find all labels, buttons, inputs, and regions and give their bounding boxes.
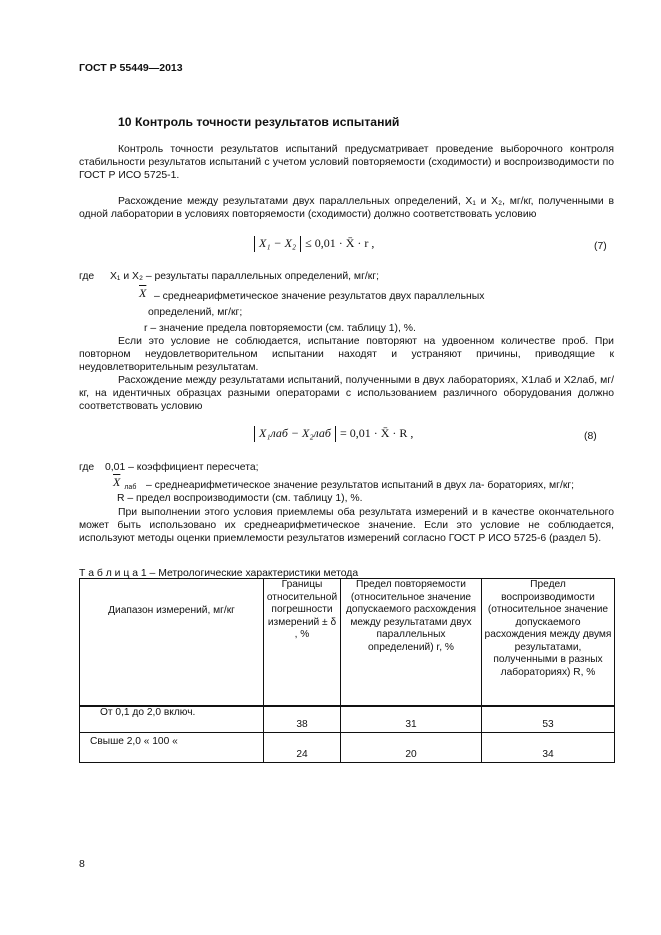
where-lead-1: где <box>79 271 95 282</box>
header-delta: Границы относительной погрешности измерений ± δ , % <box>264 579 341 707</box>
paragraph-2: Расхождение между результатами двух параллельных определений, X₁ и X₂, мг/кг, полученными в одной лаборатории в условиях повторяемости (сходимости) должно соответствовать условию <box>79 196 614 220</box>
paragraph-3: Если это условие не соблюдается, испытание повторяют на удвоенном количестве проб. При повторном неудовлетворительном испытании находят и устраняют причины, приводящие к неудовлетворительным результатам. <box>79 336 614 373</box>
xbar-definition-1: – среднеарифметическое значение результатов двух параллельных <box>154 291 485 302</box>
equation-7-number: (7) <box>594 241 607 252</box>
row-2-R: 34 <box>482 732 615 762</box>
coefficient-definition: 0,01 – коэффициент пересчета; <box>105 462 259 473</box>
paragraph-1: Контроль точности результатов испытаний предусматривает проведение выборочного контроля стабильности результатов испытаний с учетом условий повторяемости (сходимости) и воспроизводимости по ГОСТ Р ИСО 5725-1. <box>79 144 614 181</box>
header-repeatability: Предел повторяемости (относительное значение допускаемого расхождения между результатами двух параллельных определений) r, % <box>341 579 482 707</box>
header-reproducibility: Предел воспроизводимости (относительное значение допускаемого расхождения между двумя результатами, полученными в разных лабораториях) R, % <box>482 579 615 707</box>
x-definition: X₁ и X₂ – результаты параллельных определений, мг/кг; <box>110 271 379 282</box>
table-row <box>80 732 615 762</box>
equation-8-number: (8) <box>584 431 597 442</box>
row-1-R: 53 <box>482 706 615 732</box>
metrology-table <box>79 578 615 763</box>
xbar-symbol: $\overline{X}$ <box>139 286 147 300</box>
table-caption: Т а б л и ц а 1 – Метрологические характеристики метода <box>79 568 359 579</box>
equation-7-rhs: ≤ 0,01 · X̄ · r , <box>305 235 375 250</box>
equation-7 <box>250 236 374 252</box>
row-1-r: 31 <box>341 706 482 732</box>
section-title: 10 Контроль точности результатов испытаний <box>118 115 400 129</box>
equation-8-rhs: = 0,01 · X̄ · R , <box>339 425 414 440</box>
xlab-subscript: лаб <box>124 484 137 491</box>
equation-8-lhs: X₁лаб − X₂лаб <box>259 425 331 440</box>
row-1-delta: 38 <box>264 706 341 732</box>
header-range: Диапазон измерений, мг/кг <box>80 579 264 707</box>
table-header-row <box>80 579 615 707</box>
xlab-definition: – среднеарифметическое значение результатов испытаний в двух ла- бораториях, мг/кг; <box>146 480 575 491</box>
paragraph-4: Расхождение между результатами испытаний, полученными в двух лабораториях, X1лаб и X2лаб, мг/кг, на идентичных образцах разными операторами с использованием различного оборудования должно соответствовать условию <box>79 375 614 412</box>
r-definition: r – значение предела повторяемости (см. таблицу 1), %. <box>144 323 416 334</box>
xbar-definition-2: определений, мг/кг; <box>148 307 243 318</box>
row-1-range: От 0,1 до 2,0 включ. <box>80 706 264 732</box>
row-2-range: Свыше 2,0 « 100 « <box>80 732 264 762</box>
xlab-symbol: $\overline{X}$ <box>113 475 121 489</box>
row-2-r: 20 <box>341 732 482 762</box>
R-definition: R – предел воспроизводимости (см. таблицу 1), %. <box>117 493 363 504</box>
document-header: ГОСТ Р 55449—2013 <box>79 62 183 74</box>
equation-8 <box>250 426 413 442</box>
table-row <box>80 706 615 732</box>
where-lead-2: где <box>79 462 95 473</box>
paragraph-5: При выполнении этого условия приемлемы оба результата измерений и в качестве окончательного может быть использовано их среднеарифметическое значение. Если это условие не соблюдается, используют методы оценки приемлемости результатов измерений согласно ГОСТ Р ИСО 5725-6 (раздел 5). <box>79 507 614 544</box>
page-number: 8 <box>79 858 85 870</box>
equation-7-lhs: X₁ − X₂ <box>259 235 297 250</box>
row-2-delta: 24 <box>264 732 341 762</box>
